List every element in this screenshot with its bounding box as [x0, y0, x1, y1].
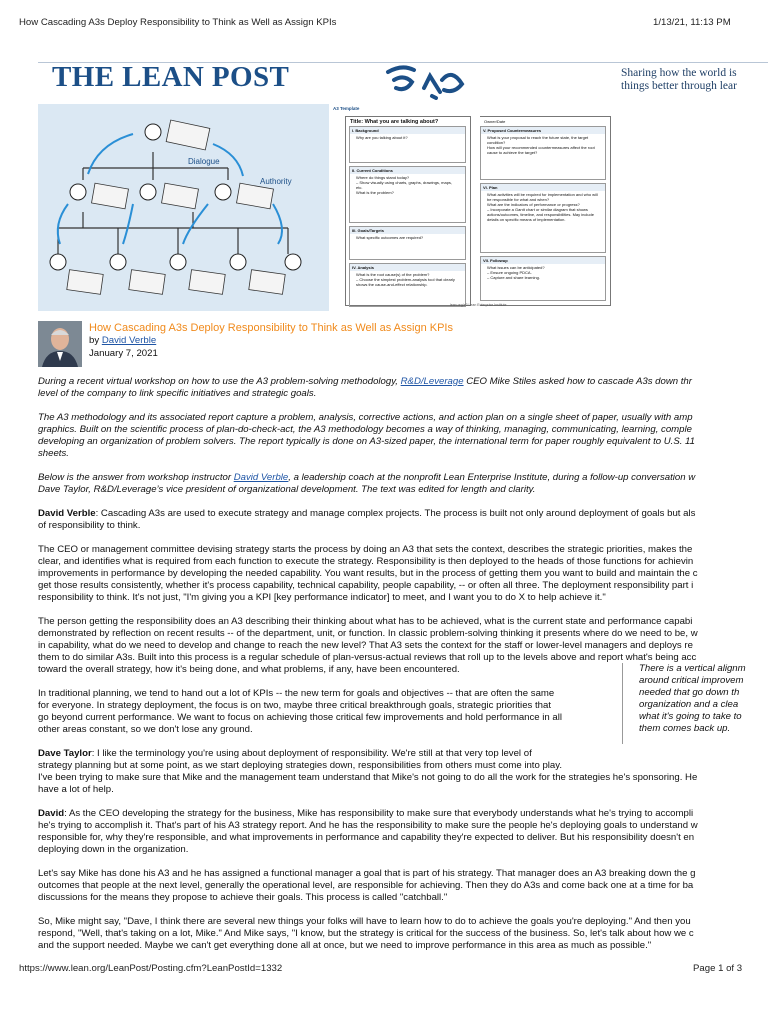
- print-footer-page: Page 1 of 3: [693, 963, 743, 974]
- a3-title-line: Title: What you are talking about?: [350, 119, 439, 125]
- a3-owner: Owner/Date: [484, 119, 506, 124]
- rd-leverage-link[interactable]: R&D/Leverage: [400, 376, 464, 387]
- paragraph: So, Mike might say, "Dave, I think there are several new things your folks will have to learn how to do to achieve the goals you're deploying." And then you respond, "Well, that's taking on a lot, Mike." And Mike says, "I know, but the strategy is critical for the success of the business. So, let's talk about how we c and the support needed. Maybe we can't get everything done all at once, but we need to improve performance in this area as much as possible.": [38, 916, 694, 951]
- paragraph: David Verble: Cascading A3s are used to execute strategy and manage complex projects. The process is built not only around deployment of goals but als of responsibility to think.: [38, 508, 696, 531]
- brush-logo-icon: [384, 62, 470, 100]
- print-header-title: How Cascading A3s Deploy Responsibility to Think as Well as Assign KPIs: [19, 17, 337, 28]
- speaker-label: David Verble: [38, 508, 96, 519]
- article-byline: by David Verble: [89, 335, 157, 346]
- print-header-datetime: 1/13/21, 11:13 PM: [653, 17, 731, 28]
- a3-section: III. Goals/Targets What specific outcomes are required?: [349, 226, 466, 260]
- diagram-illustration: [38, 104, 329, 311]
- paragraph: Dave Taylor: I like the terminology you're using about deployment of responsibility. We're still at that very top level of strategy planning but at some point, as we start deploying strategies down, responsibilities from others must come into play. I've been trying to make sure that Mike and the management team understand that Mike's not going to do all the work for the strategies he's sponsoring. He have a lot of help.: [38, 748, 698, 795]
- a3-section: VII. Followup What issues can be anticipated? – Ensure ongoing PDCA. – Capture and share learning.: [480, 256, 606, 301]
- author-link[interactable]: David Verble: [101, 335, 157, 346]
- paragraph: The A3 methodology and its associated report capture a problem, analysis, corrective actions, and action plan on a single sheet of paper, usually with amp graphics. Built on the scientific process of plan-do-check-act, the A3 methodology becomes a way of thinking, managing, communicating, learning, comple developing an organization of problem solvers. The report typically is done on A3-sized paper, the international term for paper roughly equivalent to U.S. 11 sheets.: [38, 412, 696, 459]
- a3-section: II. Current Conditions Where do things stand today? – Show visually using charts, graphs, drawings, maps, etc. What is the problem?: [349, 166, 466, 223]
- a3-section: V. Proposed Countermeasures What is your proposal to reach the future state, the target condition? How will your recommended countermeasures affect the root cause to achieve the target?: [480, 126, 606, 180]
- speaker-label: Dave Taylor: [38, 748, 92, 759]
- diagram-label-dialogue: Dialogue: [188, 157, 220, 166]
- a3-template-image: [330, 104, 768, 311]
- author-photo: [38, 321, 82, 367]
- a3-section: I. Background Why are you talking about it?: [349, 126, 466, 163]
- print-footer-url: https://www.lean.org/LeanPost/Posting.cfm?LeanPostId=1332: [19, 963, 283, 974]
- site-logo[interactable]: THE LEAN POST: [52, 61, 290, 93]
- a3-left-column: [349, 126, 466, 307]
- diagram-label-authority: Authority: [260, 177, 292, 186]
- paragraph: The person getting the responsibility does an A3 describing their thinking about what has to be achieved, what is the current state and performance capabi demonstrated by reflection on recent results -- of the department, unit, or function. In classic problem-solving thinking it presents where do we need to be, w in capability, what do we need to develop and change to reach the new level? That A3 sets the context for the staff or lower-level managers and deploys re them to do similar A3s. Built into this process is a regular schedule of plan-versus-actual reviews that roll up to the levels above and report what's being acc toward the overall strategy, how it's being done, and what problems, if any, have been encountered.: [38, 616, 698, 675]
- author-portrait: [38, 321, 82, 367]
- a3-heading: A3 Template: [333, 106, 360, 111]
- cascading-dialogue-diagram: [38, 104, 329, 311]
- a3-footer: lean.org/a3 Lean Enterprise Institute: [450, 303, 507, 307]
- article-date: January 7, 2021: [89, 348, 158, 359]
- tagline-line-1: Sharing how the world is: [621, 67, 737, 79]
- site-tagline: [621, 67, 737, 93]
- paragraph: During a recent virtual workshop on how to use the A3 problem-solving methodology, R&D/Leverage CEO Mike Stiles asked how to cascade A3s down thr level of the company to link specific initiatives and strategic goals.: [38, 376, 692, 399]
- tagline-line-2: things better through lear: [621, 80, 737, 92]
- article-title[interactable]: How Cascading A3s Deploy Responsibility to Think as Well as Assign KPIs: [89, 322, 453, 334]
- a3-section: VI. Plan What activities will be required for implementation and who will be responsible for what and when? What are the indicators of performance or progress? – Incorporate a Gantt chart or similar diagram that shows actions/outcomes, timeline, and responsibilities. May include details on specific means of implementation.: [480, 183, 606, 253]
- paragraph: David: As the CEO developing the strategy for the business, Mike has responsibility to make sure that everybody understands what he's trying to accompli he's trying to accomplish it. That's part of his A3 strategy report. And he has the responsibility to make sure the people he's deploying goals to understand w responsible for, why they're responsible, and what improvements in performance and capability they're expected to deliver. But his responsibility doesn't en deploying down in the organization.: [38, 808, 698, 855]
- a3-section: IV. Analysis What is the root cause(s) of the problem? – Choose the simplest problem-analysis tool that clearly shows the cause-and-effect relationship.: [349, 263, 466, 307]
- a3-right-column: [480, 126, 606, 301]
- paragraph: The CEO or management committee devising strategy starts the process by doing an A3 that sets the context, describes the strategic priorities, makes the clear, and identifies what is required from each function to execute the strategy. Responsibility is then deployed to the heads of those functions for achievin improvements in performance by developing the needed capability. You want results, but in the process of getting them you want to build and maintain the c get those results consistently, whether it's process capability, technical capability, people capability, -- or often all three. The deployment responsibility part i responsibility to think. It's not just, "I'm giving you a KPI [key performance indicator] to meet, and I want you to do X to help achieve it.": [38, 544, 698, 603]
- paragraph: Let's say Mike has done his A3 and he has assigned a functional manager a goal that is part of his strategy. That manager does an A3 breaking down the g outcomes that people at the next level, generally the operational level, are responsible for achieving. Then they do A3s and come back one at a time for ba discussions for the means they propose to achieve their goals. This process is called "catchball.": [38, 868, 696, 903]
- speaker-label: David: [38, 808, 65, 819]
- david-verble-link[interactable]: David Verble: [233, 472, 289, 483]
- pull-quote: There is a vertical alignm around critical improvem needed that go down th organization and a clea what it's going to take to them comes back up.: [622, 663, 768, 744]
- paragraph: Below is the answer from workshop instructor David Verble, a leadership coach at the nonprofit Lean Enterprise Institute, during a follow-up conversation w Dave Taylor, R&D/Leverage’s vice president of organizational development. The text was edited for length and clarity.: [38, 472, 696, 495]
- paragraph: In traditional planning, we tend to hand out a lot of KPIs -- the new term for goals and objectives -- that are often the same for everyone. In strategy deployment, the focus is on two, maybe three critical breakthrough goals, strategic priorities that go beyond current performance. We want to focus on achieving those critical few improvements and hold performance in all other areas constant, so we don't lose any ground.: [38, 688, 563, 735]
